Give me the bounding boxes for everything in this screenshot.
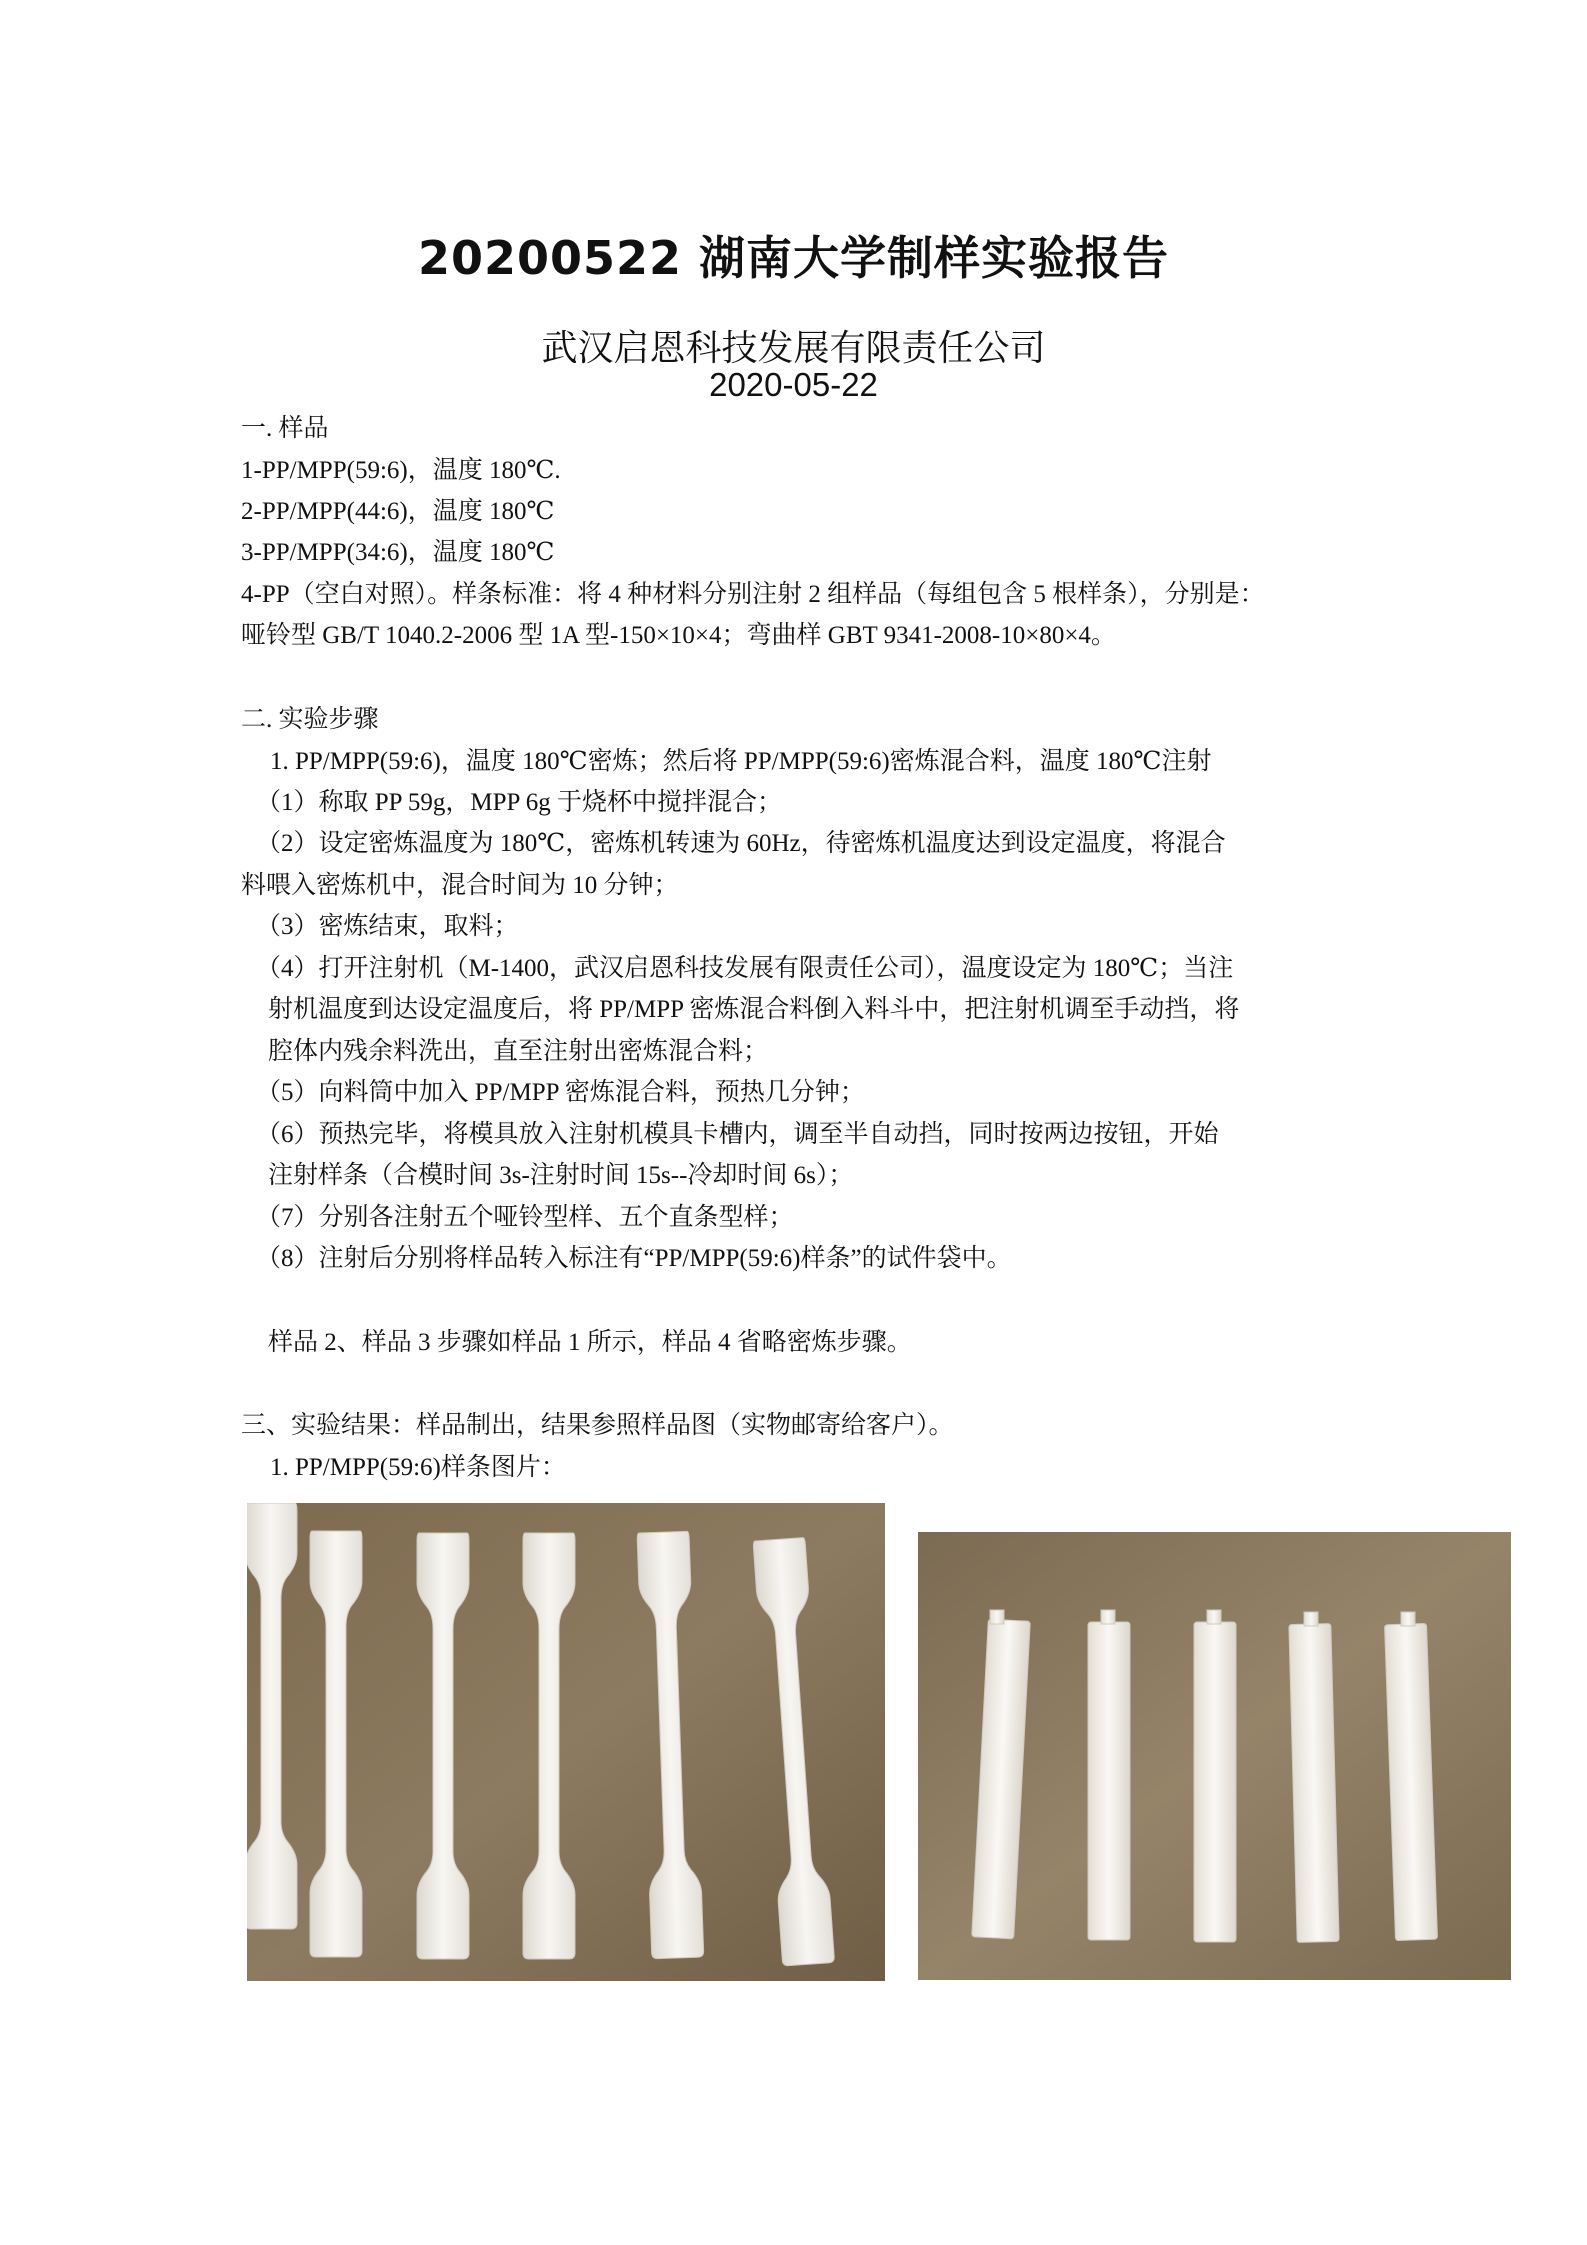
section2-heading: 二. 实验步骤 [241, 706, 379, 733]
straight-bar-specimens-photo [918, 1532, 1511, 1980]
step-line: 料喂入密炼机中，混合时间为 10 分钟； [241, 872, 679, 899]
photo-caption: 1. PP/MPP(59:6)样条图片： [270, 1454, 566, 1481]
report-date: 2020-05-22 [709, 366, 878, 403]
section1-heading: 一. 样品 [241, 415, 329, 442]
sample-item-2: 2-PP/MPP(44:6)，温度 180℃ [241, 498, 555, 525]
step-line: （3）密炼结束，取料； [256, 913, 519, 940]
step-line: （7）分别各注射五个哑铃型样、五个直条型样； [256, 1204, 794, 1231]
sample-item-3: 3-PP/MPP(34:6)，温度 180℃ [241, 539, 555, 566]
step-line: （2）设定密炼温度为 180℃，密炼机转速为 60Hz，待密炼机温度达到设定温度，将混合 [256, 830, 1226, 857]
step-1-title: 1. PP/MPP(59:6)，温度 180℃密炼；然后将 PP/MPP(59:6)密炼混合料，温度 180℃注射 [270, 748, 1212, 775]
step-line: （5）向料筒中加入 PP/MPP 密炼混合料，预热几分钟； [256, 1079, 865, 1106]
steps-note: 样品 2、样品 3 步骤如样品 1 所示，样品 4 省略密炼步骤。 [268, 1329, 912, 1356]
report-title: 20200522 湖南大学制样实验报告 [417, 231, 1170, 285]
step-line: 腔体内残余料洗出，直至注射出密炼混合料； [268, 1038, 769, 1065]
step-line: （4）打开注射机（M-1400，武汉启恩科技发展有限责任公司），温度设定为 180℃；当注 [256, 955, 1234, 982]
step-line: （1）称取 PP 59g，MPP 6g 于烧杯中搅拌混合； [256, 789, 782, 816]
step-line: 射机温度到达设定温度后，将 PP/MPP 密炼混合料倒入料斗中，把注射机调至手动挡，将 [268, 996, 1240, 1023]
step-line: 注射样条（合模时间 3s-注射时间 15s--冷却时间 6s）； [268, 1162, 854, 1189]
company-name: 武汉启恩科技发展有限责任公司 [541, 328, 1046, 369]
step-line: （6）预热完毕，将模具放入注射机模具卡槽内，调至半自动挡，同时按两边按钮，开始 [256, 1121, 1219, 1148]
sample-item-1: 1-PP/MPP(59:6)，温度 180℃. [241, 457, 561, 484]
section3-heading: 三、实验结果：样品制出，结果参照样品图（实物邮寄给客户）。 [241, 1412, 954, 1439]
dumbbell-specimens-photo [247, 1503, 885, 1981]
step-line: （8）注射后分别将样品转入标注有“PP/MPP(59:6)样条”的试件袋中。 [256, 1245, 1012, 1272]
sample-standard: 哑铃型 GB/T 1040.2-2006 型 1A 型-150×10×4；弯曲样 GBT 9341-2008-10×80×4。 [241, 622, 1116, 649]
sample-item-4: 4-PP（空白对照）。样条标准：将 4 种材料分别注射 2 组样品（每组包含 5 根样条），分别是： [241, 581, 1265, 608]
